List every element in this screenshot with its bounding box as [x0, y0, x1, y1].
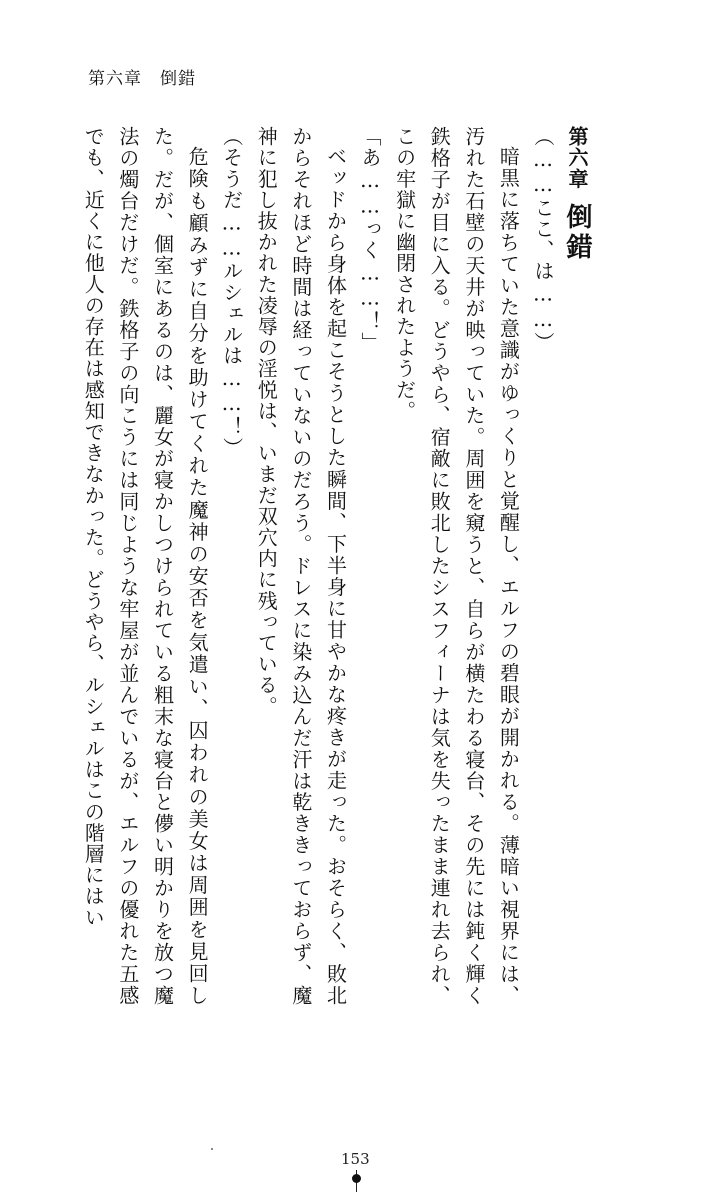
paragraph: 暗黒に落ちていた意識がゆっくりと覚醒し、エルフの碧眼が開かれる。薄暗い視界には、汚れた石壁の天井が映っていた。周囲を窺うと、自らが横たわる寝台、その先には鈍く輝く鉄格子が目に入る。どうやら、宿敵に敗北したシスフィーナは気を失ったまま連れ去られ、この牢獄に幽閉されたようだ。	[392, 126, 521, 1006]
paragraph: ベッドから身体を起こそうとした瞬間、下半身に甘やかな疼きが走った。おそらく、敗北からそれほど時間は経っていないのだろう。ドレスに染み込んだ汗は乾ききっておらず、魔神に犯し抜かれた凌辱の淫悦は、いまだ双穴内に残っている。	[254, 126, 348, 1006]
paragraph: 危険も顧みずに自分を助けてくれた魔神の安否を気遣い、囚われの美女は周囲を見回した。だが、個室にあるのは、麗女が寝かしつけられている粗末な寝台と儚い明かりを放つ魔法の燭台だけだ。鉄格子の向こうには同じような牢屋が並んでいるが、エルフの優れた五感でも、近くに他人の存在は感知できなかった。どうやら、ルシェルはこの階層にはい	[81, 126, 210, 1006]
chapter-heading	[560, 126, 600, 1006]
page-marker-dot	[352, 1174, 361, 1183]
paragraph: （……ここ、は……）	[531, 126, 555, 353]
running-head	[88, 64, 196, 89]
running-head-title: 倒錯	[160, 69, 196, 89]
vertical-body-text	[60, 126, 600, 1006]
paragraph: 「あ……っく……！」	[358, 126, 383, 353]
chapter-title: 倒錯	[562, 203, 592, 264]
paragraph: （そうだ……ルシェルは……！）	[219, 126, 244, 459]
chapter-heading-gap	[572, 189, 582, 203]
chapter-number: 第六章	[565, 126, 589, 190]
running-head-chapter: 第六章	[88, 69, 142, 89]
print-speck	[211, 1148, 213, 1150]
page-number: 153	[341, 1150, 370, 1168]
